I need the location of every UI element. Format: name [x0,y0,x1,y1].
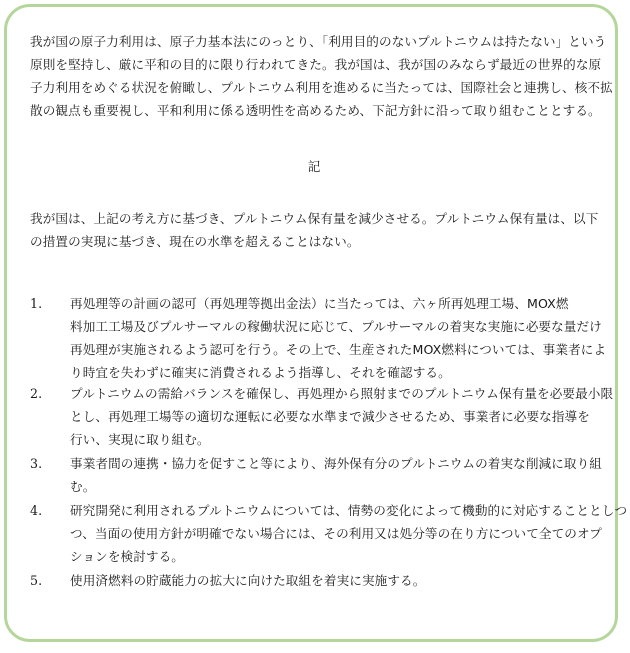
intro-line: 子力利用をめぐる状況を俯瞰し、プルトニウム利用を進めるに当たっては、国際社会と連携し、核不拡 [30,80,613,95]
item-line: プルトニウムの需給バランスを確保し、再処理から照射までのプルトニウム保有量を必要最小限 [70,386,614,401]
item-line: 再処理が実施されるよう認可を行う。その上で、生産されたMOX燃料については、事業者によ [70,342,607,357]
policy-line: 我が国は、上記の考え方に基づき、プルトニウム保有量を減少させる。プルトニウム保有量は、以下 [30,211,599,226]
ki-heading: 記 [307,159,321,174]
item-line: とし、再処理工場等の適切な運転に必要な水準まで減少させるため、事業者に必要な指導を [70,409,590,424]
policy-line: の措置の実現に基づき、現在の水準を超えることはない。 [30,234,360,249]
intro-line: 原則を堅持し、厳に平和の目的に限り行われてきた。我が国は、我が国のみならず最近の世界的な原 [30,57,602,72]
item-line: ションを検討する。 [70,549,184,564]
item-line: 再処理等の計画の認可（再処理等拠出金法）に当たっては、六ヶ所再処理工場、MOX燃 [70,296,569,311]
item-line: り時宜を失わずに確実に消費されるよう指導し、それを確認する。 [70,365,451,380]
item-number: 3. [30,456,43,471]
item-number: 1. [30,296,43,311]
item-number: 5. [30,573,43,588]
item-line: む。 [70,479,96,494]
item-line: 研究開発に利用されるプルトニウムについては、情勢の変化によって機動的に対応することとしつ [70,503,628,518]
item-line: 事業者間の連携・協力を促すこと等により、海外保有分のプルトニウムの着実な削減に取り組 [70,456,603,471]
document-frame [4,4,628,642]
intro-line: 散の観点も重要視し、平和利用に係る透明性を高めるため、下記方針に沿って取り組むこととする。 [30,103,601,118]
intro-line: 我が国の原子力利用は、原子力基本法にのっとり、「利用目的のないプルトニウムは持たない」という [30,34,607,49]
item-number: 4. [30,503,43,518]
item-line: 使用済燃料の貯蔵能力の拡大に向けた取組を着実に実施する。 [70,573,426,588]
intro-paragraph [30,30,613,122]
item-number: 2. [30,386,43,401]
item-line: 行い、実現に取り組む。 [70,432,210,447]
item-line: つ、当面の使用方針が明確でない場合には、その利用又は処分等の在り方について全てのオプ [70,526,603,541]
policy-paragraph [30,207,610,253]
item-line: 料加工工場及びプルサーマルの稼働状況に応じて、プルサーマルの着実な実施に必要な量だけ [70,319,602,334]
